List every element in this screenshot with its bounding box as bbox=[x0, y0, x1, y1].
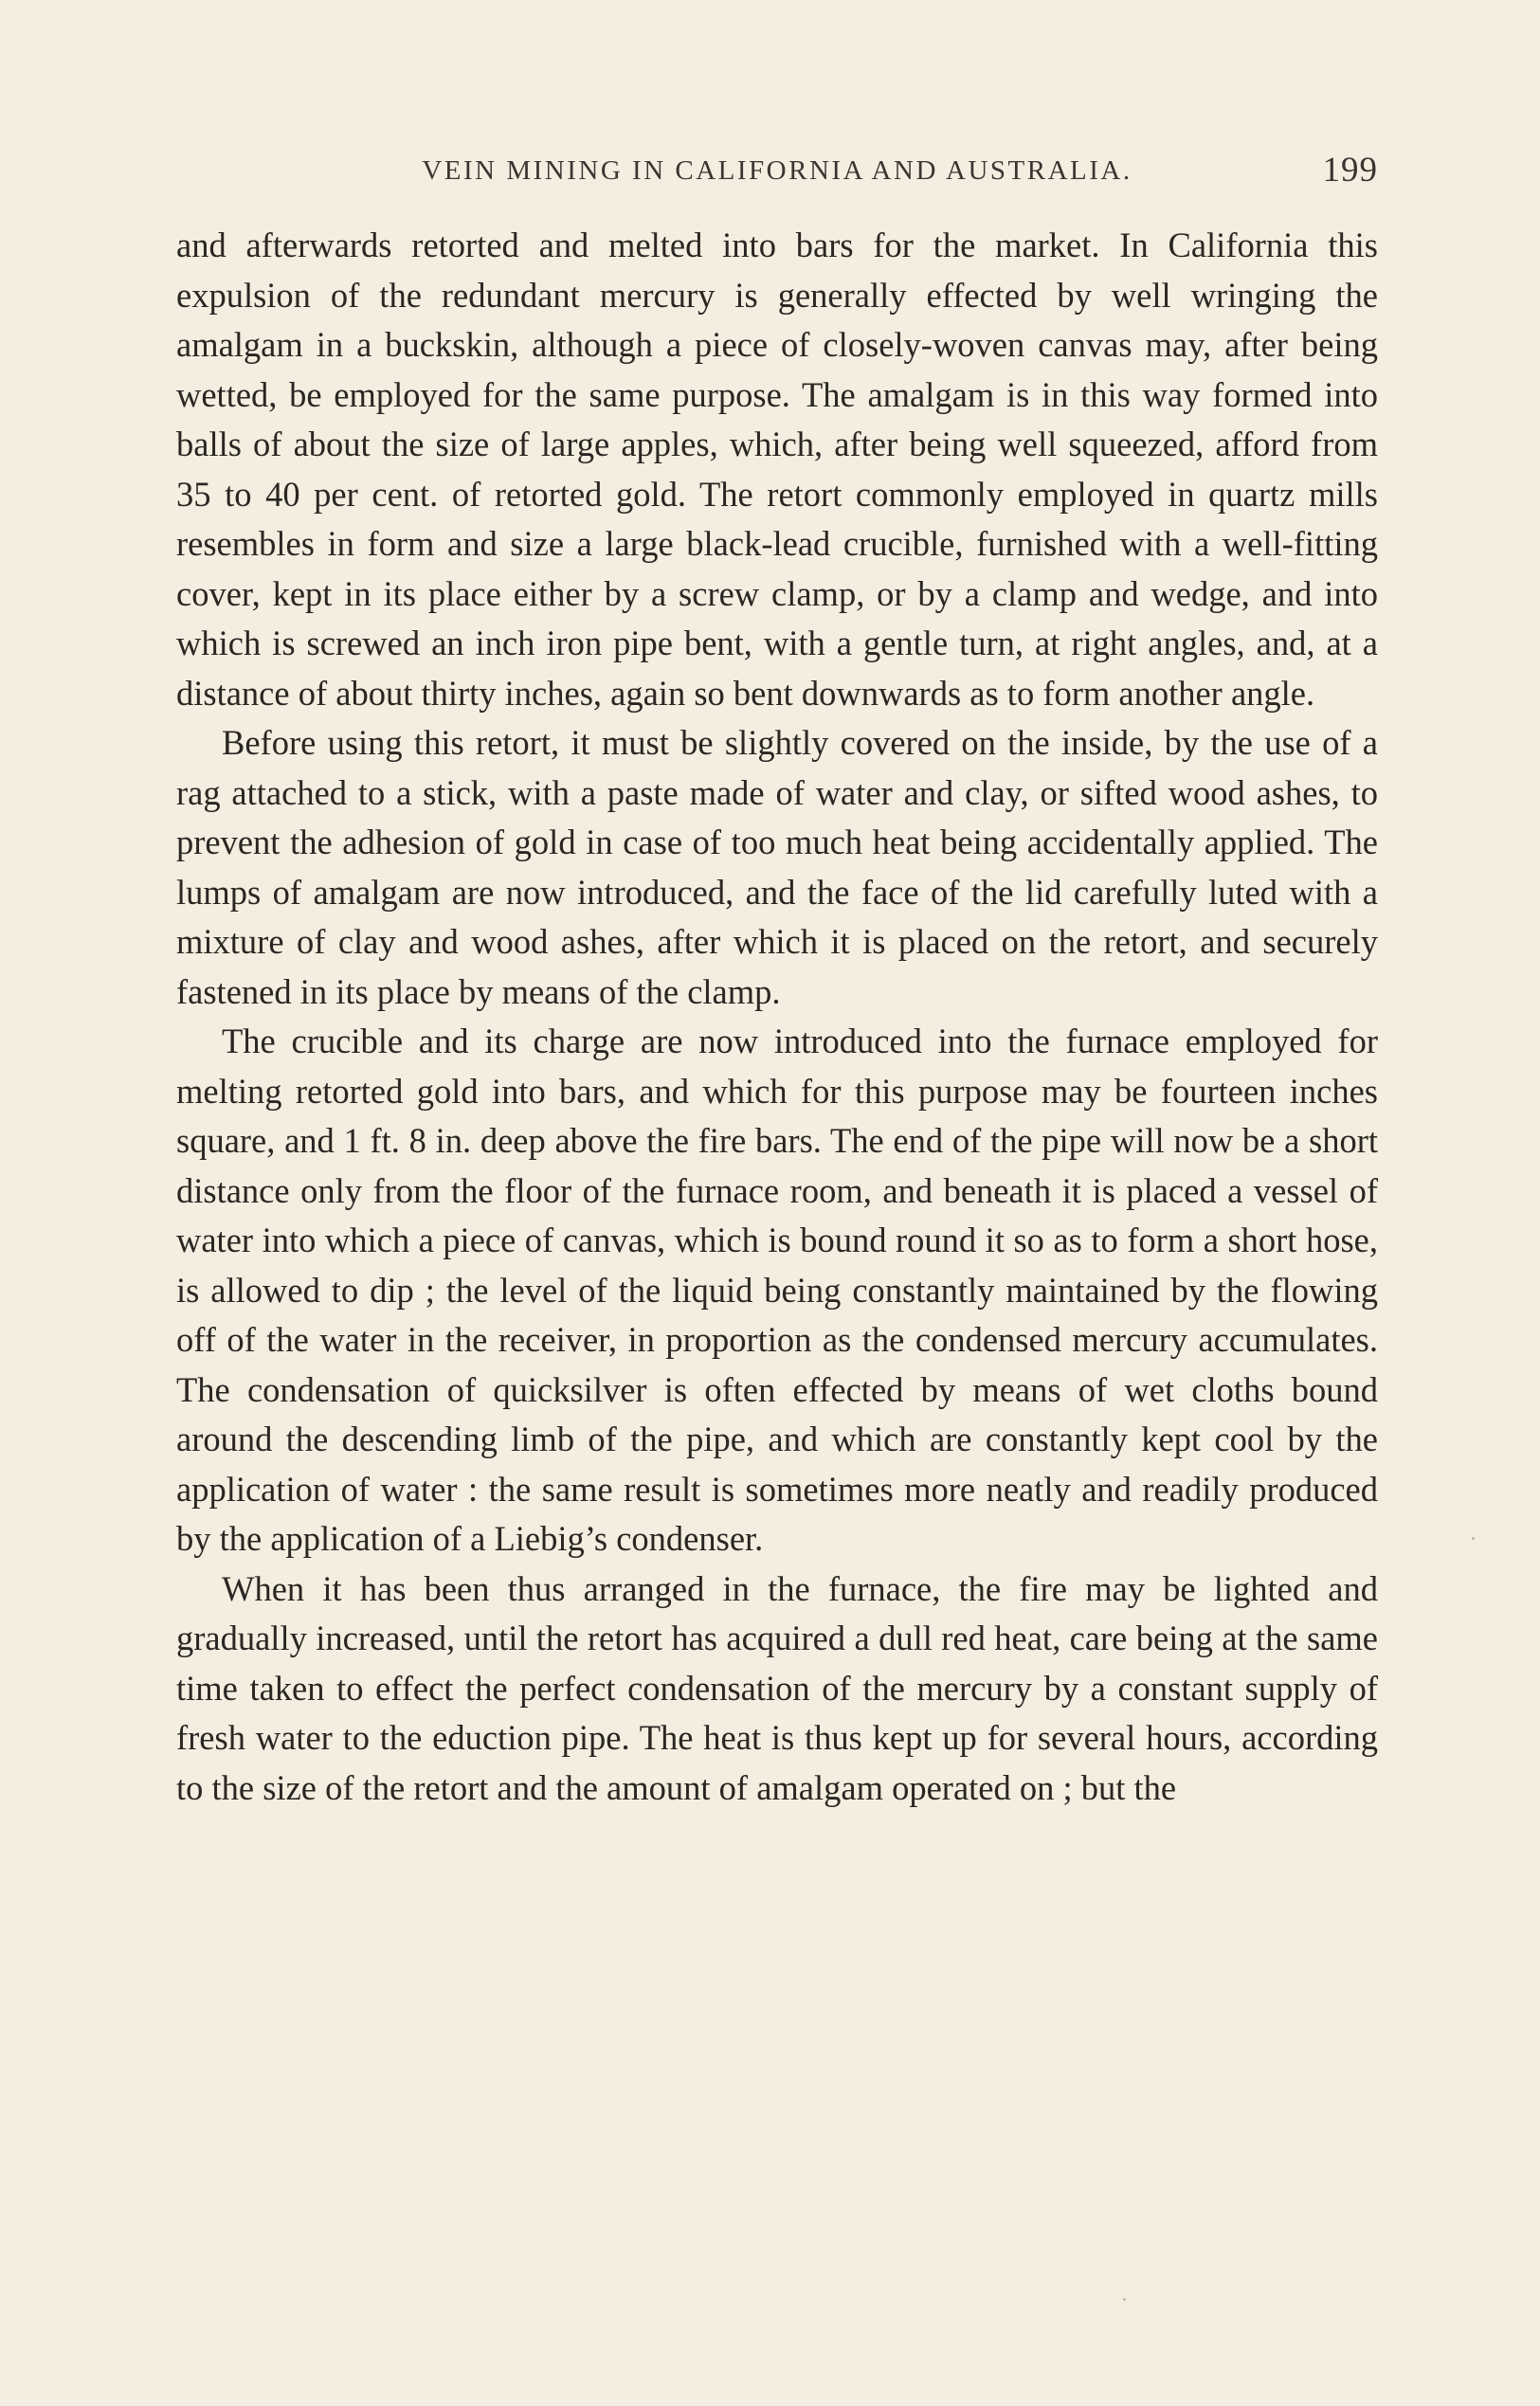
paragraph-heating: When it has been thus arranged in the furnace, the fire may be lighted and gradually increased, until the retort has acquired a dull red heat, care being at the same time taken to effect the perfect condensation of the mercury by a constant supply of fresh water to the eduction pipe. The heat is thus kept up for several hours, according to the size of the retort and the amount of amalgam operated on ; but the bbox=[176, 1568, 1378, 1807]
page-number: 199 bbox=[1322, 151, 1378, 190]
running-head bbox=[176, 150, 1378, 199]
body-text bbox=[176, 221, 1378, 1813]
paragraph-continuation: and afterwards retorted and melted into bars for the market. In California this expulsion of the redundant mercury is generally effected by well wringing the amalgam in a buckskin, although a piece of closely-woven canvas may, after being wetted, be employed for the same purpose. The amalgam is in this way formed into balls of about the size of large apples, which, after being well squeezed, afford from 35 to 40 per cent. of retorted gold. The retort commonly employed in quartz mills resembles in form and size a large black-lead crucible, furnished with a well-fitting cover, kept in its place either by a screw clamp, or by a clamp and wedge, and into which is screwed an inch iron pipe bent, with a gentle turn, at right angles, and, at a distance of about thirty inches, again so bent downwards as to form another angle. bbox=[176, 226, 1378, 713]
paragraph-furnace: The crucible and its charge are now introduced into the furnace employed for melting retorted gold into bars, and which for this purpose may be fourteen inches square, and 1 ft. 8 in. deep above the fire bars. The end of the pipe will now be a short distance only from the floor of the furnace room, and beneath it is placed a vessel of water into which a piece of canvas, which is bound round it so as to form a short hose, is allowed to dip ; the level of the liquid being constantly maintained by the flowing off of the water in the receiver, in proportion as the condensed mercury accumulates. The condensation of quicksilver is often effected by means of wet cloths bound around the descending limb of the pipe, and which are constantly kept cool by the application of water : the same result is sometimes more neatly and readily produced by the application of a Liebig’s condenser. bbox=[176, 1022, 1378, 1558]
paragraph-retort-preparation: Before using this retort, it must be slightly covered on the inside, by the use of a rag attached to a stick, with a paste made of water and clay, or sifted wood ashes, to prevent the adhesion of gold in case of too much heat being accidentally applied. The lumps of amalgam are now introduced, and the face of the lid carefully luted with a mixture of clay and wood ashes, after which it is placed on the retort, and securely fastened in its place by means of the clamp. bbox=[176, 723, 1378, 1011]
paper-speck bbox=[1472, 1537, 1475, 1540]
paper-speck bbox=[1123, 2298, 1126, 2301]
running-title: VEIN MINING IN CALIFORNIA AND AUSTRALIA. bbox=[422, 155, 1132, 186]
